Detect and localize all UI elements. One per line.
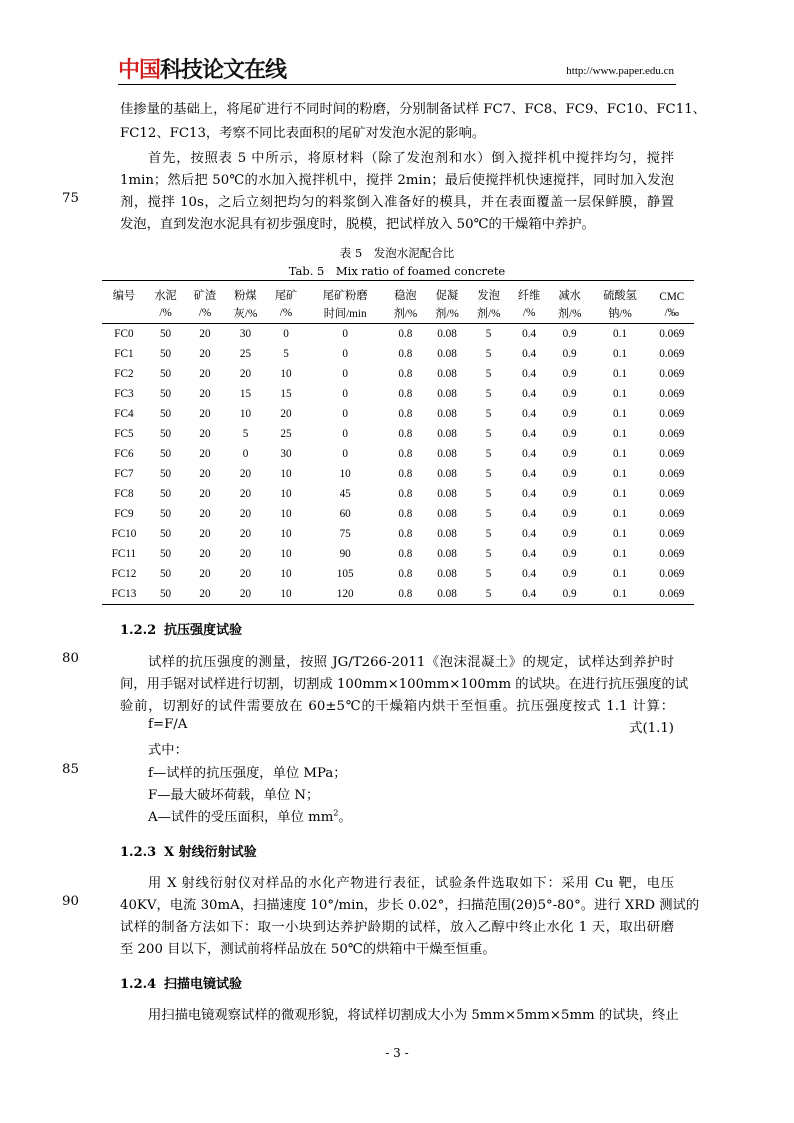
table-cell: 10 xyxy=(266,584,305,605)
table-cell: 0.4 xyxy=(522,428,537,440)
page-number: - 3 - xyxy=(385,1046,409,1060)
table-cell: 10 xyxy=(339,468,351,480)
s122-line-3: 验前，切割好的试件需要放在 60±5℃的干燥箱内烘干至恒重。抗压强度按式 1.1 计算： xyxy=(120,699,674,714)
table-cell: 20 xyxy=(239,468,252,480)
table-cell: 5 xyxy=(468,584,510,605)
table-cell: 0.1 xyxy=(613,568,628,580)
table-row xyxy=(102,584,694,605)
table-cell: 0.8 xyxy=(385,584,427,605)
table-cell: 20 xyxy=(199,468,211,480)
section-heading-1-2-2 xyxy=(120,619,242,638)
def-f: f—试样的抗压强度，单位 MPa； xyxy=(148,766,347,781)
table-cell: 0.9 xyxy=(562,508,577,520)
table-header-cell: 尾矿 xyxy=(266,281,305,304)
section-number: 1.2.2 xyxy=(120,623,157,638)
table-row xyxy=(102,404,694,424)
table-cell: 20 xyxy=(239,548,252,560)
table-cell: 0.1 xyxy=(613,468,628,480)
table-header-unit-cell: 剂/% xyxy=(426,303,468,324)
table-cell: 20 xyxy=(239,488,252,500)
table-cell: 50 xyxy=(159,528,172,540)
table-cell: 10 xyxy=(280,548,292,560)
table-cell: 0.4 xyxy=(522,468,537,480)
table-cell: 0.08 xyxy=(437,468,457,480)
table-cell: 0.069 xyxy=(659,548,685,560)
table-cell: 0.08 xyxy=(437,388,457,400)
table-cell: 0.069 xyxy=(659,528,685,540)
table-cell: 0.8 xyxy=(398,388,413,400)
intro-line-5: 剂，搅拌 10s，之后立刻把均匀的料浆倒入准备好的模具，并在表面覆盖一层保鲜膜，静置 xyxy=(120,195,674,210)
table-cell: 5 xyxy=(283,348,289,360)
logo-red-text: 中国 xyxy=(118,58,161,83)
table-row xyxy=(102,484,694,504)
table-cell: 0.069 xyxy=(659,468,685,480)
table-cell: 10 xyxy=(280,508,292,520)
table-header-unit-cell: 灰/% xyxy=(225,303,267,324)
table-cell: 0.8 xyxy=(398,348,413,360)
line-number-80: 80 xyxy=(62,651,79,666)
table-cell: 0.1 xyxy=(590,584,649,605)
table-cell: 0.4 xyxy=(522,328,537,340)
table-header-cell: 发泡 xyxy=(468,281,510,304)
table-cell: 0.069 xyxy=(659,348,685,360)
table-cell: 0.9 xyxy=(562,328,577,340)
s123-line-2: 40KV，电流 30mA，扫描速度 10°/min，步长 0.02°，扫描范围(2θ)5°-80°。进行 XRD 测试的 xyxy=(120,898,700,913)
table-cell: FC0 xyxy=(114,328,134,340)
table-cell: 10 xyxy=(239,408,252,420)
table-cell: 0.1 xyxy=(613,408,628,420)
table-cell: 0 xyxy=(342,328,348,340)
table-row xyxy=(102,424,694,444)
table-cell: 0.1 xyxy=(613,388,628,400)
table-cell: 0.1 xyxy=(613,348,628,360)
table-cell: 0.4 xyxy=(522,368,537,380)
table-cell: FC12 xyxy=(111,568,137,580)
table-cell: 0.8 xyxy=(398,528,413,540)
table-cell: 0.069 xyxy=(659,368,685,380)
table-cell: 20 xyxy=(199,548,211,560)
table-cell: FC8 xyxy=(114,488,134,500)
table-cell: FC6 xyxy=(114,448,134,460)
table-cell: 50 xyxy=(159,548,172,560)
table-cell: 0.08 xyxy=(437,448,457,460)
table-cell: 20 xyxy=(199,448,211,460)
table-header-unit-cell: /% xyxy=(146,303,185,324)
table-cell: 0.1 xyxy=(613,368,628,380)
table-header-cell: 水泥 xyxy=(146,281,185,304)
where-label: 式中： xyxy=(148,743,188,758)
logo-black-text: 科技论文在线 xyxy=(160,58,287,83)
table-cell: 0.1 xyxy=(613,428,628,440)
s123-line-1: 用 X 射线衍射仪对样品的水化产物进行表征，试验条件选取如下：采用 Cu 靶，电压 xyxy=(148,876,674,891)
table-row xyxy=(102,384,694,404)
table-cell: 0.069 xyxy=(659,408,685,420)
table-cell: 0.1 xyxy=(613,328,628,340)
table-cell: 0.8 xyxy=(398,488,413,500)
table-cell: 0.8 xyxy=(398,468,413,480)
table-header-cell: 减水 xyxy=(549,281,591,304)
table-cell: 0.069 xyxy=(659,568,685,580)
table-cell: 0.8 xyxy=(398,548,413,560)
def-A xyxy=(120,806,674,825)
table-cell: FC9 xyxy=(114,508,134,520)
def-A-superscript: 2 xyxy=(333,808,339,818)
table-cell: 90 xyxy=(339,548,351,560)
table-cell: 50 xyxy=(159,348,172,360)
table-cell: 120 xyxy=(306,584,385,605)
table-cell: 0.4 xyxy=(522,548,537,560)
table-cell: 10 xyxy=(280,568,292,580)
table-cell: 0.08 xyxy=(437,508,457,520)
table-cell: 0.9 xyxy=(549,584,591,605)
table-cell: 20 xyxy=(199,568,211,580)
table-cell: 20 xyxy=(199,368,211,380)
line-number-75: 75 xyxy=(62,191,79,206)
table-row xyxy=(102,464,694,484)
table-cell: FC1 xyxy=(114,348,134,360)
table-row xyxy=(102,344,694,364)
table-cell: 50 xyxy=(159,408,172,420)
intro-line-6: 发泡，直到发泡水泥具有初步强度时，脱模，把试样放入 50℃的干燥箱中养护。 xyxy=(120,217,595,232)
table-cell: 0.1 xyxy=(613,548,628,560)
table-header-row-1 xyxy=(102,281,694,304)
table-cell: FC3 xyxy=(114,388,134,400)
table-cell: 20 xyxy=(199,388,211,400)
table-cell: 30 xyxy=(280,448,292,460)
table-cell: 20 xyxy=(199,428,211,440)
table-cell: 5 xyxy=(485,448,492,460)
table-header-unit-cell: /‰ xyxy=(650,303,694,324)
site-logo xyxy=(118,58,286,84)
formula-number: 式(1.1) xyxy=(629,721,674,736)
table-cell: 0.8 xyxy=(398,408,413,420)
table-cell: 0.08 xyxy=(437,528,457,540)
table-header-unit-cell: 剂/% xyxy=(549,303,591,324)
table-cell: 0.1 xyxy=(613,488,628,500)
table-cell: 50 xyxy=(159,428,172,440)
table-header-row-2 xyxy=(102,303,694,324)
table-cell: 0.08 xyxy=(437,428,457,440)
table-header-cell: 促凝 xyxy=(426,281,468,304)
table-cell: 0.8 xyxy=(398,448,413,460)
table-cell: 0.08 xyxy=(437,368,457,380)
table-cell: 0.4 xyxy=(509,584,548,605)
table-cell: 0.4 xyxy=(522,408,537,420)
table-cell: 0 xyxy=(242,448,249,460)
table-cell: 30 xyxy=(239,328,252,340)
table-cell: 10 xyxy=(280,528,292,540)
table-row xyxy=(102,504,694,524)
table-row xyxy=(102,564,694,584)
table-cell: 0.9 xyxy=(562,388,577,400)
table-cell: 0.8 xyxy=(398,368,413,380)
table-cell: 0.1 xyxy=(613,508,628,520)
table-cell: 0.9 xyxy=(562,348,577,360)
table-caption-cn: 表 5 发泡水泥配合比 xyxy=(339,246,455,260)
formula: f=F/A xyxy=(148,717,188,732)
table-caption-en: Tab. 5 Mix ratio of foamed concrete xyxy=(288,264,506,278)
table-header-cell: 编号 xyxy=(102,281,146,304)
table-header-unit-cell: 剂/% xyxy=(468,303,510,324)
section-title: X 射线衍射试验 xyxy=(164,845,257,860)
table-header-cell: 矿渣 xyxy=(185,281,224,304)
table-header-cell: 稳泡 xyxy=(385,281,427,304)
table-header-unit-cell: /% xyxy=(266,303,305,324)
table-cell: 50 xyxy=(146,584,185,605)
table-row xyxy=(102,364,694,384)
section-heading-1-2-4 xyxy=(120,973,242,992)
line-number-85: 85 xyxy=(62,762,79,777)
table-cell: 105 xyxy=(336,568,354,580)
table-cell: 50 xyxy=(159,448,172,460)
table-cell: 0.08 xyxy=(437,488,457,500)
table-cell: 5 xyxy=(485,408,492,420)
table-cell: 10 xyxy=(280,488,292,500)
table-cell: 60 xyxy=(339,508,351,520)
table-cell: 20 xyxy=(199,528,211,540)
table-cell: 50 xyxy=(159,468,172,480)
table-cell: 0.069 xyxy=(659,328,685,340)
table-cell: 0.9 xyxy=(562,488,577,500)
table-cell: 0.1 xyxy=(613,528,628,540)
table-cell: 0.8 xyxy=(398,568,413,580)
table-cell: 0.4 xyxy=(522,388,537,400)
table-header-cell: 粉煤 xyxy=(225,281,267,304)
table-body xyxy=(102,324,694,605)
intro-line-4: 1min；然后把 50℃的水加入搅拌机中，搅拌 2min；最后使搅拌机快速搅拌，同时加入发泡 xyxy=(120,173,674,188)
table-cell: 10 xyxy=(280,368,292,380)
s123-line-4: 至 200 目以下，测试前将样品放在 50℃的烘箱中干燥至恒重。 xyxy=(120,942,496,957)
table-row xyxy=(102,444,694,464)
line-number-90: 90 xyxy=(62,894,79,909)
table-cell: 0.069 xyxy=(650,584,694,605)
table-header-cell: CMC xyxy=(650,281,694,304)
table-cell: 20 xyxy=(199,408,211,420)
table-cell: FC7 xyxy=(114,468,134,480)
table-cell: 0.069 xyxy=(659,508,685,520)
table-cell: 20 xyxy=(225,584,267,605)
table-cell: 0.08 xyxy=(437,548,457,560)
section-heading-1-2-3 xyxy=(120,841,257,860)
s122-line-1: 试样的抗压强度的测量，按照 JG/T266-2011《泡沫混凝土》的规定，试样达到养护时 xyxy=(148,655,674,670)
table-cell: 15 xyxy=(239,388,252,400)
s122-line-2: 间，用手锯对试样进行切割，切割成 100mm×100mm×100mm 的试块。在进行抗压强度的试 xyxy=(120,677,689,692)
table-cell: 25 xyxy=(239,348,252,360)
table-cell: FC4 xyxy=(114,408,134,420)
table-cell: 0.069 xyxy=(659,488,685,500)
table-cell: 50 xyxy=(159,328,172,340)
table-cell: 0.9 xyxy=(562,468,577,480)
table-cell: FC2 xyxy=(114,368,134,380)
table-cell: 0.4 xyxy=(522,448,537,460)
table-cell: 50 xyxy=(159,388,172,400)
s124-line-1: 用扫描电镜观察试样的微观形貌，将试样切割成大小为 5mm×5mm×5mm 的试块，终止 xyxy=(148,1008,679,1023)
table-cell: 0 xyxy=(342,388,348,400)
table-cell: 20 xyxy=(185,584,224,605)
table-header-unit-cell: 剂/% xyxy=(385,303,427,324)
table-cell: 20 xyxy=(239,368,252,380)
table-cell: 0.8 xyxy=(398,328,413,340)
table-cell: 75 xyxy=(339,528,351,540)
table-cell: 20 xyxy=(239,528,252,540)
table-cell: 0.4 xyxy=(522,568,537,580)
table-cell: 0.9 xyxy=(562,568,577,580)
table-cell: 0 xyxy=(342,348,348,360)
table-cell: 20 xyxy=(199,348,211,360)
table-cell: 0.4 xyxy=(522,488,537,500)
table-cell: 5 xyxy=(485,348,492,360)
intro-line-1: 佳掺量的基础上，将尾矿进行不同时间的粉磨，分别制备试样 FC7、FC8、FC9、FC10、FC11、 xyxy=(120,102,706,117)
table-cell: 0 xyxy=(342,408,348,420)
table-cell: 0.9 xyxy=(562,548,577,560)
mix-ratio-table xyxy=(102,280,694,605)
table-cell: 5 xyxy=(485,568,492,580)
table-cell: 0.4 xyxy=(522,528,537,540)
table-cell: 0.08 xyxy=(426,584,468,605)
def-F: F—最大破坏荷载，单位 N； xyxy=(148,788,320,803)
table-cell: 0 xyxy=(283,328,289,340)
table-cell: 0.08 xyxy=(437,568,457,580)
table-cell: 0.9 xyxy=(562,528,577,540)
table-cell: 0.08 xyxy=(437,348,457,360)
table-cell: 0 xyxy=(342,428,348,440)
table-cell: 20 xyxy=(199,328,211,340)
table-cell: 5 xyxy=(485,468,492,480)
table-cell: FC13 xyxy=(102,584,146,605)
table-header-unit-cell: 时间/min xyxy=(306,303,385,324)
table-cell: 5 xyxy=(242,428,249,440)
table-header-cell: 尾矿粉磨 xyxy=(306,281,385,304)
site-url[interactable]: http://www.paper.edu.cn xyxy=(566,65,674,77)
intro-line-3: 首先，按照表 5 中所示，将原材料（除了发泡剂和水）倒入搅拌机中搅拌均匀，搅拌 xyxy=(148,151,674,166)
table-cell: 5 xyxy=(485,508,492,520)
table-header-unit-cell: /% xyxy=(509,303,548,324)
table-cell: FC11 xyxy=(111,548,137,560)
section-title: 扫描电镜试验 xyxy=(164,977,243,992)
table-cell: 20 xyxy=(239,508,252,520)
table-header-unit-cell: /% xyxy=(185,303,224,324)
table-cell: 50 xyxy=(159,568,172,580)
table-cell: 50 xyxy=(159,488,172,500)
table-cell: 0.4 xyxy=(522,348,537,360)
table-cell: 0 xyxy=(342,448,348,460)
table-cell: 5 xyxy=(485,368,492,380)
table-cell: 5 xyxy=(485,488,492,500)
table-cell: 0.08 xyxy=(437,408,457,420)
table-cell: 50 xyxy=(159,368,172,380)
table-cell: 5 xyxy=(485,328,492,340)
table-row xyxy=(102,324,694,345)
def-A-text: A—试件的受压面积，单位 mm xyxy=(148,810,334,825)
intro-line-2: FC12、FC13，考察不同比表面积的尾矿对发泡水泥的影响。 xyxy=(120,126,486,141)
def-A-end: 。 xyxy=(338,810,352,825)
table-cell: 25 xyxy=(280,428,292,440)
table-cell: 0.069 xyxy=(659,388,685,400)
table-cell: 0.8 xyxy=(398,508,413,520)
table-cell: 0.9 xyxy=(562,428,577,440)
table-cell: 0.08 xyxy=(437,328,457,340)
section-number: 1.2.3 xyxy=(120,845,157,860)
table-cell: 5 xyxy=(485,388,492,400)
table-cell: 10 xyxy=(280,468,292,480)
table-cell: 20 xyxy=(280,408,292,420)
table-header-cell: 纤维 xyxy=(509,281,548,304)
table-cell: 0.9 xyxy=(562,448,577,460)
table-cell: 0.8 xyxy=(398,428,413,440)
table-cell: 5 xyxy=(485,528,492,540)
table-cell: 20 xyxy=(199,488,211,500)
table-row xyxy=(102,544,694,564)
table-cell: 0 xyxy=(342,368,348,380)
table-cell: 5 xyxy=(485,428,492,440)
header-rule xyxy=(118,84,676,85)
table-cell: 0.9 xyxy=(562,408,577,420)
table-cell: FC5 xyxy=(114,428,134,440)
table-cell: 0.069 xyxy=(659,448,685,460)
table-cell: 5 xyxy=(485,548,492,560)
table-cell: 15 xyxy=(280,388,292,400)
section-title: 抗压强度试验 xyxy=(164,623,243,638)
table-cell: FC10 xyxy=(111,528,137,540)
table-cell: 50 xyxy=(159,508,172,520)
table-header-unit-cell xyxy=(102,303,146,324)
section-number: 1.2.4 xyxy=(120,977,157,992)
table-cell: 20 xyxy=(199,508,211,520)
table-cell: 0.4 xyxy=(522,508,537,520)
table-row xyxy=(102,524,694,544)
table-cell: 45 xyxy=(339,488,351,500)
table-cell: 0.069 xyxy=(659,428,685,440)
table-cell: 0.9 xyxy=(562,368,577,380)
table-cell: 0.1 xyxy=(613,448,628,460)
table-cell: 20 xyxy=(239,568,252,580)
table-header-unit-cell: 钠/% xyxy=(590,303,649,324)
table-header-cell: 硫酸氢 xyxy=(590,281,649,304)
s123-line-3: 试样的制备方法如下：取一小块到达养护龄期的试样，放入乙醇中终止水化 1 天，取出研磨 xyxy=(120,920,674,935)
